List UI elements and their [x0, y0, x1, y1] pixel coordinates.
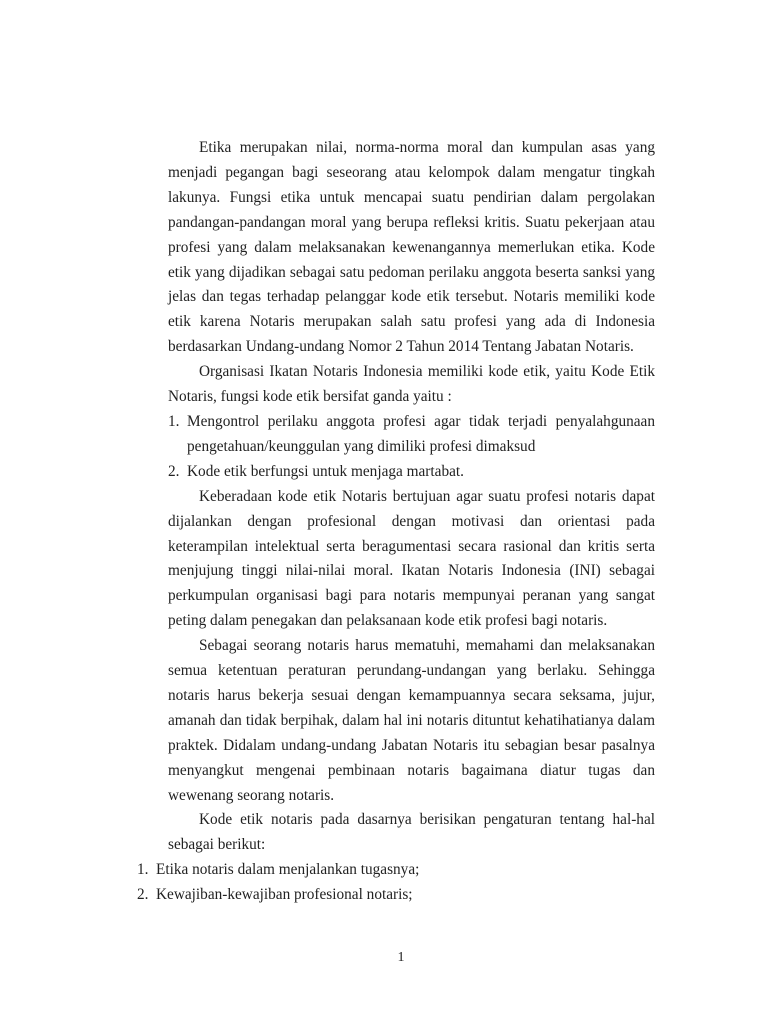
paragraph-kode-etik-isi: Kode etik notaris pada dasarnya berisikan pengaturan tentang hal-hal sebagai berikut: — [168, 811, 655, 854]
list-fungsi-kode-etik — [168, 410, 655, 485]
paragraph-keberadaan: Keberadaan kode etik Notaris bertujuan agar suatu profesi notaris dapat dijalankan dengan profesional dengan motivasi dan orientasi pada keterampilan intelektual serta beragumentasi secara rasional dan kritis serta menjujung tinggi nilai-nilai moral. Ikatan Notaris Indonesia (INI) sebagai perkumpulan organisasi bagi para notaris mempunyai peranan yang sangat peting dalam penegakan dan pelaksanaan kode etik profesi bagi notaris. — [168, 487, 655, 630]
list-item-number: 2. — [168, 462, 180, 480]
list-item — [168, 460, 655, 485]
document-body — [137, 136, 655, 908]
list-item-text: Kewajiban-kewajiban profesional notaris; — [156, 886, 413, 904]
list-item-number: 1. — [137, 861, 149, 879]
list-item-text: Etika notaris dalam menjalankan tugasnya; — [156, 861, 420, 879]
list-item-text: Kode etik berfungsi untuk menjaga martabat. — [187, 462, 464, 480]
list-hal-kode-etik — [137, 858, 655, 908]
paragraph-etika: Etika merupakan nilai, norma-norma moral dan kumpulan asas yang menjadi pegangan bagi seseorang atau kelompok dalam mengatur tingkah lakunya. Fungsi etika untuk mencapai suatu pendirian dalam pergolakan pandangan-pandangan moral yang berupa refleksi kritis. Suatu pekerjaan atau profesi yang dalam melaksanakan kewenangannya memerlukan etika. Kode etik yang dijadikan sebagai satu pedoman perilaku anggota beserta sanksi yang jelas dan tegas terhadap pelanggar kode etik tersebut. Notaris memiliki kode etik karena Notaris merupakan salah satu profesi yang ada di Indonesia berdasarkan Undang-undang Nomor 2 Tahun 2014 Tentang Jabatan Notaris. — [168, 139, 655, 356]
list-item-number: 1. — [168, 412, 180, 430]
paragraph-organisasi: Organisasi Ikatan Notaris Indonesia memiliki kode etik, yaitu Kode Etik Notaris, fungsi kode etik bersifat ganda yaitu : — [168, 363, 655, 406]
list-item — [168, 410, 655, 460]
list-item-number: 2. — [137, 886, 149, 904]
list-item-text: Mengontrol perilaku anggota profesi agar tidak terjadi penyalahgunaan pengetahuan/keunggulan yang dimiliki profesi dimaksud — [187, 412, 655, 455]
list-item — [137, 858, 655, 883]
page-number: 1 — [397, 950, 405, 965]
paragraph-sebagai-notaris: Sebagai seorang notaris harus mematuhi, memahami dan melaksanakan semua ketentuan peraturan perundang-undangan yang berlaku. Sehingga notaris harus bekerja sesuai dengan kemampuannya secara seksama, jujur, amanah dan tidak berpihak, dalam hal ini notaris dituntut kehatihatianya dalam praktek. Didalam undang-undang Jabatan Notaris itu sebagian besar pasalnya menyangkut mengenai pembinaan notaris bagaimana diatur tugas dan wewenang seorang notaris. — [168, 637, 655, 804]
list-item — [137, 883, 655, 908]
